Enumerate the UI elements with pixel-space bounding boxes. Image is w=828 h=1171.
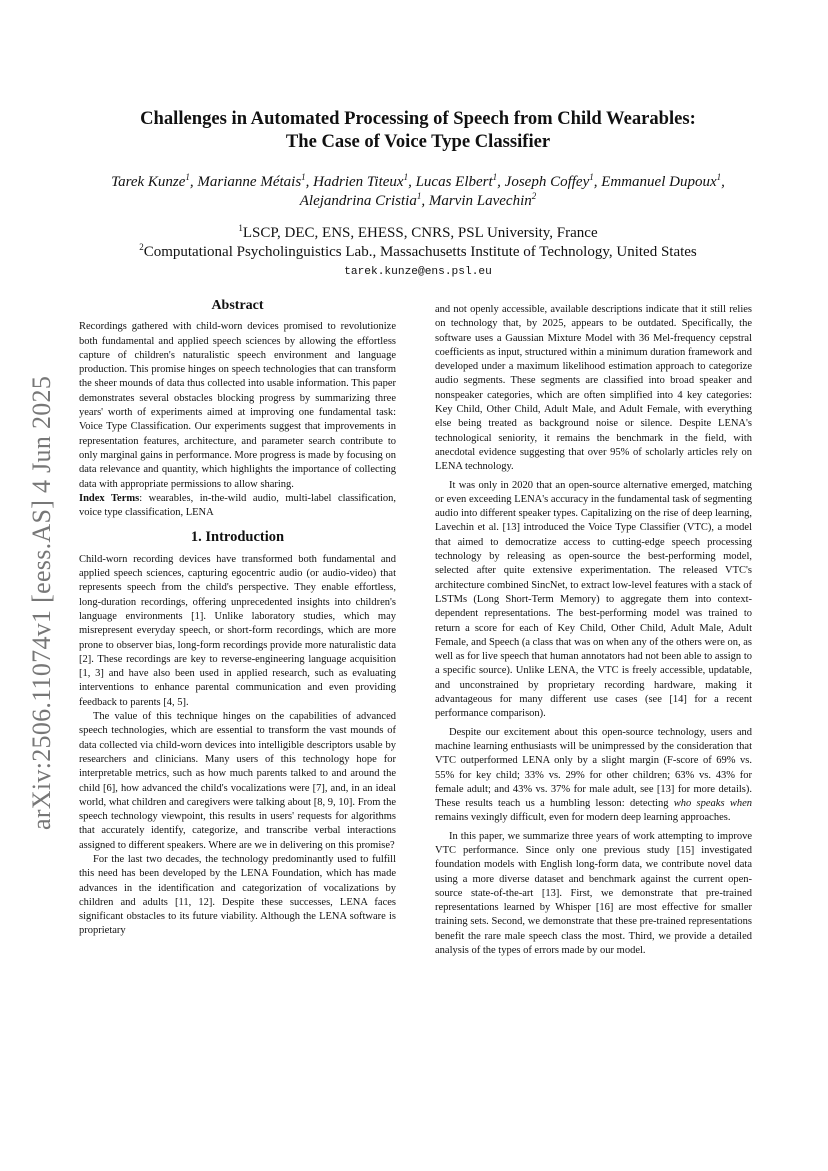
title-line-2: The Case of Voice Type Classifier (285, 131, 551, 152)
affiliation-2: $^2$Computational Psycholinguistics Lab., Massachusetts Institute of Technology, United States (139, 242, 697, 260)
intro-paragraph-3: For the last two decades, the technology predominantly used to fulfill this need has been developed by the LENA Foundation, which has made advances in the identification and categorization of vocalizations by children and adults [11, 12]. Despite these successes, LENA faces significant obstacles to its future viability. Although the LENA software is proprietary (79, 853, 396, 937)
introduction-heading: 1. Introduction (190, 529, 285, 546)
abstract-heading: Abstract (211, 298, 264, 313)
index-terms-label: Index Terms (79, 492, 140, 504)
author: Alejandrina Cristia$^1$ (299, 191, 422, 209)
author-list: Tarek Kunze$^1$, Marianne Métais$^1$, Hadrien Titeux$^1$, Lucas Elbert$^1$, Joseph Coffey$^1$, Emmanuel Dupoux$^1$, Alejandrina Cristia$^1$, Marvin Lavechin$^2$ (111, 172, 725, 209)
body-paragraph-vtc: It was only in 2020 that an open-source alternative emerged, matching or even exceeding LENA's accuracy in the fundamental task of segmenting audio into different speaker types. Capitalizing on the rise of deep learning, Lavechin et al. [13] introduced the Voice Type Classifier (VTC), a model that aimed to democratize access to cutting-edge speech processing technology by releasing as open-source the best-performing model, selected after quite extensive experimentation. The released VTC's architecture combined SincNet, to extract low-level features with a stack of LSTMs (Long Short-Term Memory) to aggregate them into context-dependent representations. The best-performing model was trained to return a score for each of Key Child, Other Child, Adult Male, Adult Female, and Speech (a class that was on when any of the others were on, as well as for live speech that human annotators had not been able to assign to a specific source). Unlike LENA, the VTC is freely accessible, updatable, and unconstrained by proprietary recording hardware, making it advantageous for many different use cases (see [14] for a recent performance comparison). (435, 479, 752, 720)
contact-email[interactable]: tarek.kunze@ens.psl.eu (344, 266, 492, 278)
author: Tarek Kunze$^1$ (111, 172, 190, 190)
index-terms: Index Terms: wearables, in-the-wild audio, multi-label classification, voice type classification, LENA (79, 492, 396, 519)
body-paragraph-results: Despite our excitement about this open-source technology, users and machine learning enthusiasts will be unimpressed by the consideration that VTC outperformed LENA only by a slight margin (F-score of 69% vs. 55% for key child; 33% vs. 29% for other children; 63% vs. 43% for female adult; and 43% vs. 37% for male adult, see [13] for more details). These results teach us a humbling lesson: detecting who speaks when remains vexingly difficult, even for modern deep learning approaches. (435, 726, 752, 824)
intro-paragraph-1: Child-worn recording devices have transformed both fundamental and applied speech sciences, capturing egocentric audio (or audio-video) that represents speech from the child's perspective. They enable effortless, long-duration recordings, offering unprecedented insights into children's language environments [1]. Unlike laboratory studies, which may misrepresent everyday speech, or short-form recordings, which are more prone to observer bias, long-form recordings provide more naturalistic data [2]. These recordings are key to reverse-engineering language acquisition [1, 3] and have also been used in applied research, such as evaluating interventions to enhance parental communication and even providing feedback to parents [4, 5]. (79, 553, 396, 708)
intro-paragraph-2: The value of this technique hinges on the capabilities of advanced speech technologies, which are essential to transform the vast mounds of data collected via child-worn devices into intelligible descriptors usable by researchers and clinicians. Many users of this technology hope for interpretable metrics, such as how much parents talked to and around the child [6], how advanced the child's vocalizations were [7], and, in an ideal world, what children and caregivers were talking about [8, 9, 10]. From the speech technology viewpoint, this results in users' requests for algorithms that accurately identify, categorize, and transcribe verbal interactions assigned to different speakers. Where are we in delivering on this promise? (79, 711, 396, 851)
left-column (79, 299, 396, 939)
right-column (435, 303, 752, 958)
emphasis-who-speaks-when: who speaks when (673, 798, 752, 810)
affiliation-1: $^1$LSCP, DEC, ENS, EHESS, CNRS, PSL University, France (238, 223, 598, 241)
author: Marianne Métais$^1$ (197, 172, 306, 190)
affiliations (60, 224, 776, 262)
author: Marvin Lavechin$^2$ (428, 191, 537, 209)
body-paragraph-lena: and not openly accessible, available descriptions indicate that it still relies on technology that, by 2025, appears to be outdated. Specifically, the software uses a Gaussian Mixture Model with 36 Mel-frequency cepstral coefficients as input, structured within a minimum duration framework and developed under a maximum likelihood estimation approach to categorize audio segments. These segments are classified into broad speaker and nonspeaker categories, which are often simplified into 4 key categories: Key Child, Other Child, Adult Male, and Adult Female, with everything else being treated as background noise or silence. Despite LENA's technological seniority, it remains the benchmark in the field, with anecdotal evidence suggesting that over 95% of scholarly articles rely on LENA technology. (435, 304, 752, 473)
author: Joseph Coffey$^1$ (504, 172, 594, 190)
arxiv-identifier: arXiv:2506.11074v1 [eess.AS] 4 Jun 2025 (27, 375, 56, 830)
abstract-text: Recordings gathered with child-worn devices promised to revolutionize both fundamental and applied speech sciences by allowing the effortless capture of children's naturalistic speech environment and language production. This promise hinges on speech technologies that can transform the sheer mounds of data thus collected into usable information. This paper demonstrates several obstacles blocking progress by summarizing three years' worth of experiments aimed at improving one fundamental task: Voice Type Classification. Our experiments suggest that improvements in representation features, architecture, and parameter search contribute to only marginal gains in performance. More progress is made by focusing on data relevance and quantity, which highlights the importance of collecting data with appropriate permissions to allow sharing. (79, 321, 396, 490)
author: Emmanuel Dupoux$^1$ (601, 172, 722, 190)
paper-title (90, 107, 746, 153)
body-paragraph-contributions: In this paper, we summarize three years of work attempting to improve VTC performance. Since only one previous study [15] investigated foundation models with English long-form data, we contribute novel data using a more diverse dataset and benchmark against the current open-source state-of-the-art [13]. First, we demonstrate that pre-trained representations learned by Whisper [16] are most effective for smaller training sets. Second, we demonstrate that these pre-trained representations benefit the rare male speech class the most. Third, we provide a detailed analysis of the types of errors made by our model. (435, 830, 752, 957)
author: Hadrien Titeux$^1$ (313, 172, 409, 190)
author: Lucas Elbert$^1$ (415, 172, 498, 190)
title-line-1: Challenges in Automated Processing of Speech from Child Wearables: (140, 108, 696, 129)
